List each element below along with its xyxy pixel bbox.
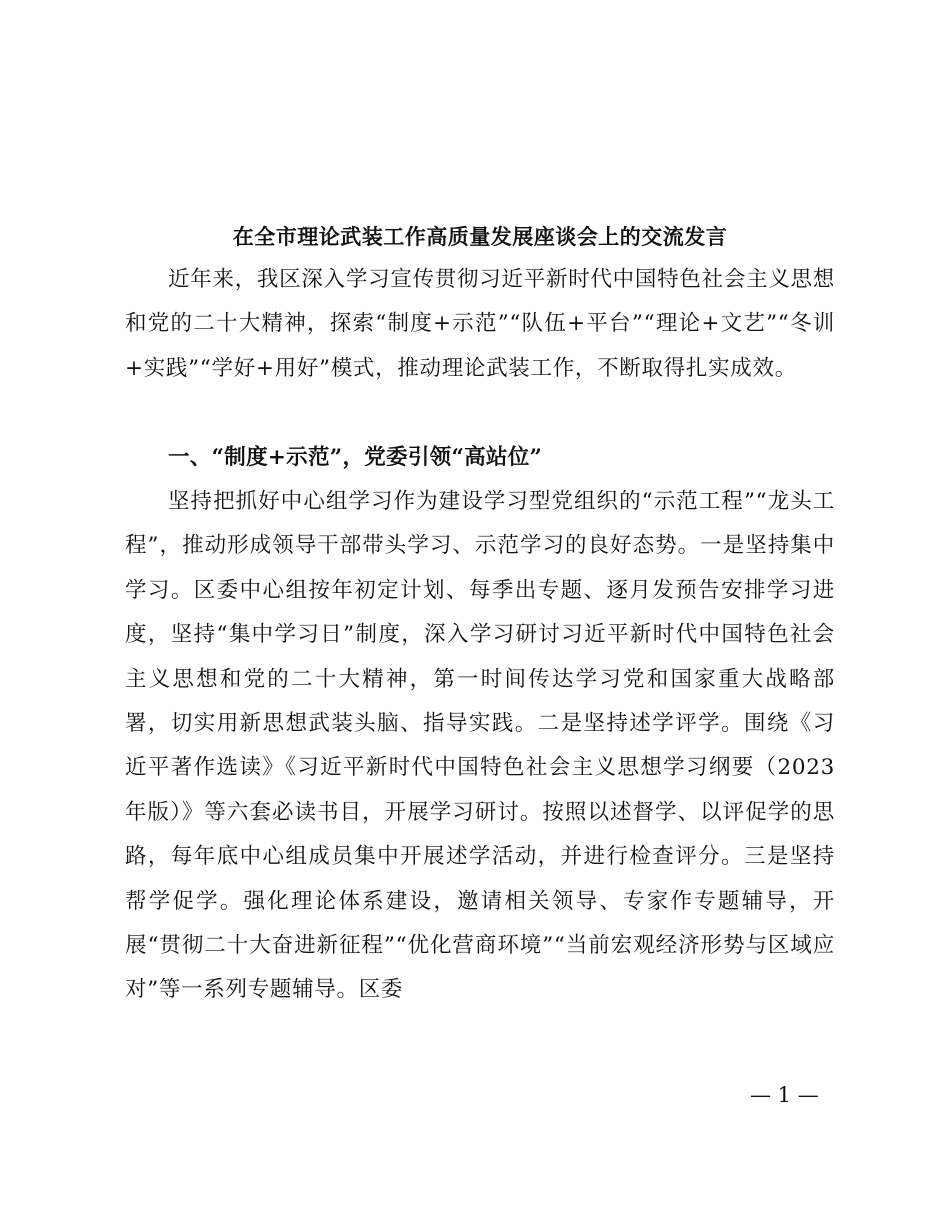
section-paragraph: 坚持把抓好中心组学习作为建设学习型党组织的“示范工程”“龙头工程”，推动形成领导干部带头学习、示范学习的良好态势。一是坚持集中学习。区委中心组按年初定计划、每季出专题、逐月发预告安排学习进度，坚持“集中学习日”制度，深入学习研讨习近平新时代中国特色社会主义思想和党的二十大精神，第一时间传达学习党和国家重大战略部署，切实用新思想武装头脑、指导实践。二是坚持述学评学。围绕《习近平著作选读》《习近平新时代中国特色社会主义思想学习纲要（2023年版）》等六套必读书目，开展学习研讨。按照以述督学、以评促学的思路，每年底中心组成员集中开展述学活动，并进行检查评分。三是坚持帮学促学。强化理论体系建设，邀请相关领导、专家作专题辅导，开展“贯彻二十大奋进新征程”“优化营商环境”“当前宏观经济形势与区域应对”等一系列专题辅导。区委 <box>125 489 835 1003</box>
intro-paragraph: 近年来，我区深入学习宣传贯彻习近平新时代中国特色社会主义思想和党的二十大精神，探索“制度+示范”“队伍+平台”“理论+文艺”“冬训+实践”“学好+用好”模式，推动理论武装工作，不断取得扎实成效。 <box>125 267 835 381</box>
page-number: — 1 — <box>750 1083 819 1107</box>
document-title: 在全市理论武装工作高质量发展座谈会上的交流发言 <box>232 224 728 249</box>
section-heading: 一、“制度+示范”，党委引领“高站位” <box>168 445 543 470</box>
